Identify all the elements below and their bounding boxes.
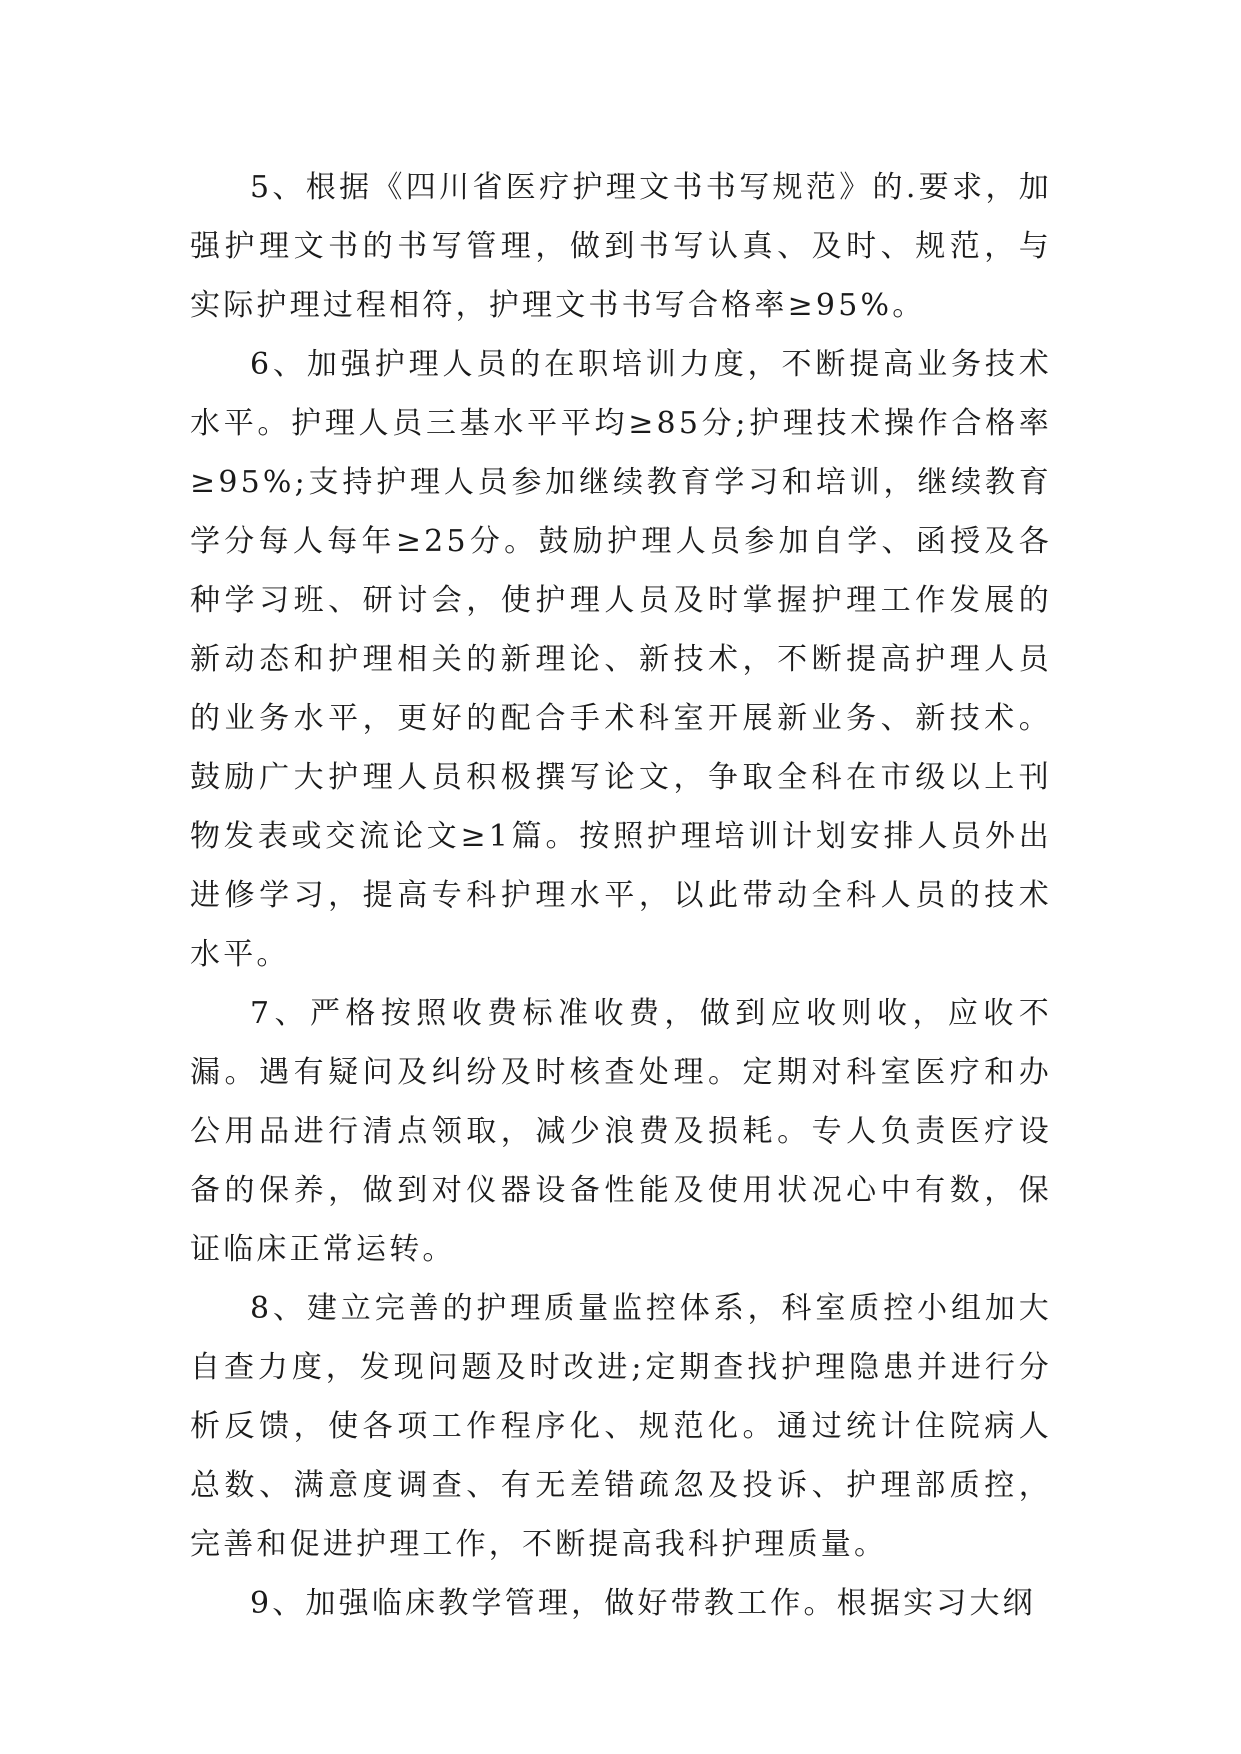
paragraph-5: 5、根据《四川省医疗护理文书书写规范》的.要求，加强护理文书的书写管理，做到书写认真、及时、规范，与实际护理过程相符，护理文书书写合格率≥95%。 [190,170,1052,323]
paragraph-8: 8、建立完善的护理质量监控体系，科室质控小组加大自查力度，发现问题及时改进;定期查找护理隐患并进行分析反馈，使各项工作程序化、规范化。通过统计住院病人总数、满意度调查、有无差错疏忽及投诉、护理部质控，完善和促进护理工作，不断提高我科护理质量。 [190,1291,1052,1562]
paragraph-6: 6、加强护理人员的在职培训力度，不断提高业务技术水平。护理人员三基水平平均≥85分;护理技术操作合格率≥95%;支持护理人员参加继续教育学习和培训，继续教育学分每人每年≥25分。鼓励护理人员参加自学、函授及各种学习班、研讨会，使护理人员及时掌握护理工作发展的新动态和护理相关的新理论、新技术，不断提高护理人员的业务水平，更好的配合手术科室开展新业务、新技术。鼓励广大护理人员积极撰写论文，争取全科在市级以上刊物发表或交流论文≥1篇。按照护理培训计划安排人员外出进修学习，提高专科护理水平，以此带动全科人员的技术水平。 [190,347,1052,972]
paragraph-9: 9、加强临床教学管理，做好带教工作。根据实习大纲 [250,1586,1036,1621]
document-body [190,158,1052,1633]
paragraph-7: 7、严格按照收费标准收费，做到应收则收，应收不漏。遇有疑问及纠纷及时核查处理。定期对科室医疗和办公用品进行清点领取，减少浪费及损耗。专人负责医疗设备的保养，做到对仪器设备性能及使用状况心中有数，保证临床正常运转。 [190,996,1052,1267]
